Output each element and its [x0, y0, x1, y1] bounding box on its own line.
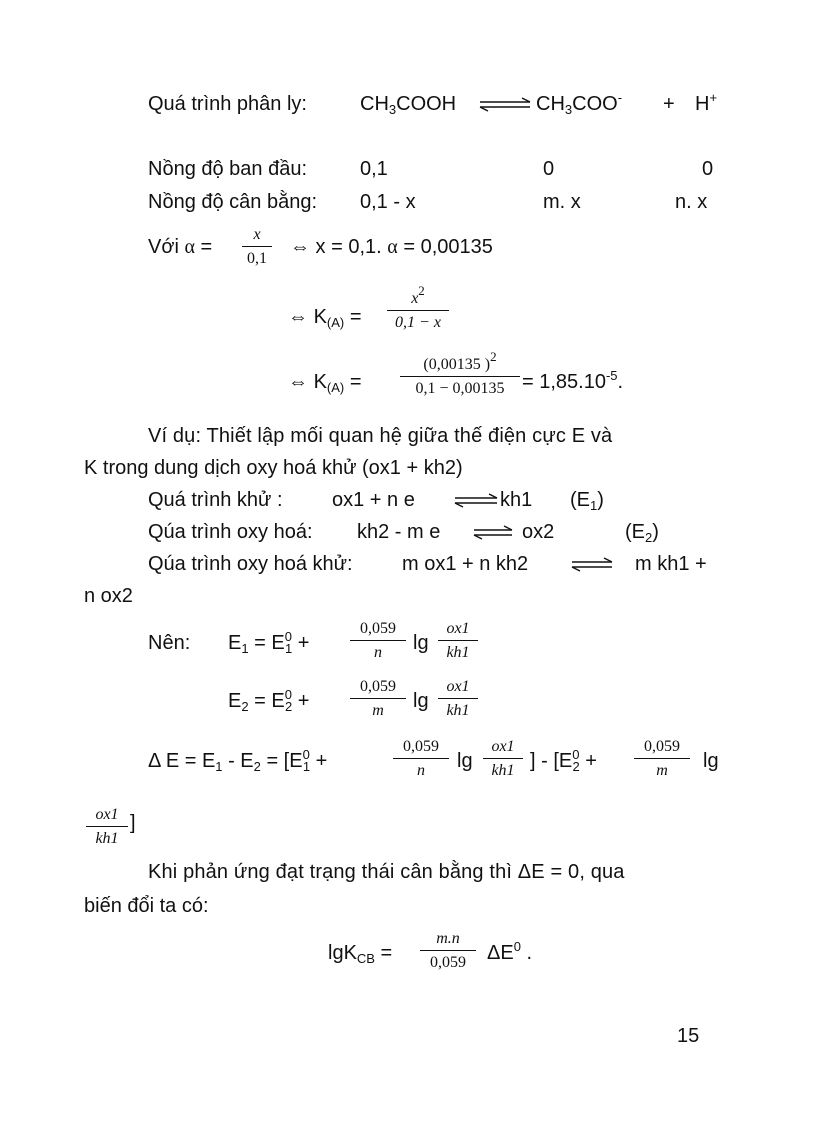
- ka-value-fraction: $\frac{(0,00135 )^2}{0,1 - 0,00135}$: [400, 356, 520, 398]
- dissociation-reactant: $CH_3COOH$: [360, 93, 457, 117]
- delta-e-lg-2: lg: [703, 750, 719, 772]
- nernst-e2-ratio: $\frac{ox1}{kh1}$: [438, 678, 478, 720]
- dissociation-plus: +: [663, 93, 675, 115]
- dissociation-label: Quá trình phân ly:: [148, 93, 307, 115]
- nernst-e1-lg: lg: [413, 632, 429, 654]
- delta-e-coefficient-m: $\frac{0,059}{m}$: [634, 738, 690, 780]
- delta-e-lhs: Δ $E = E_1 - E_2 = [E^0_1$ +: [148, 747, 328, 774]
- initial-label: Nồng độ ban đầu:: [148, 158, 308, 180]
- nernst-e2-lhs: $E_2 = E^0_2$ +: [228, 687, 310, 714]
- reduction-label: Quá trình khử :: [148, 489, 283, 511]
- nernst-e2-lg: lg: [413, 690, 429, 712]
- equilibrium-value: n. x: [675, 191, 708, 213]
- delta-e-lg-1: lg: [457, 750, 473, 772]
- lgk-rhs: $\Delta E^0$ .: [487, 939, 533, 964]
- equilibrium-value: m. x: [543, 191, 581, 213]
- redox-continuation: n ox2: [84, 585, 133, 607]
- redox-left: m ox1 + n kh2: [402, 553, 529, 575]
- equilibrium-arrow-icon: [478, 96, 532, 112]
- redox-label: Qúa trình oxy hoá khử:: [148, 553, 353, 575]
- delta-e-middle: ] - [$E^0_2$ +: [530, 747, 597, 774]
- example-line-2: K trong dung dịch oxy hoá khử (ox1 + kh2): [84, 457, 463, 479]
- nernst-e2-coefficient: $\frac{0,059}{m}$: [350, 678, 406, 720]
- equilibrium-label: Nồng độ cân bằng:: [148, 191, 318, 213]
- redox-right: m kh1 +: [635, 553, 707, 575]
- equilibrium-value: 0,1 - x: [360, 191, 416, 213]
- dissociation-product2: H+: [695, 90, 718, 115]
- equilibrium-arrow-icon: [570, 556, 614, 572]
- initial-value: 0: [543, 158, 555, 180]
- ka-general-fraction: $\frac{x^2}{0,1 - x}$: [387, 290, 449, 332]
- nernst-prefix: Nên:: [148, 632, 191, 654]
- reduction-right: kh1: [500, 489, 533, 511]
- equilibrium-line-1: Khi phản ứng đạt trạng thái cân bằng thì ΔE = 0, qua: [148, 861, 625, 883]
- lgk-lhs: lgK$_{CB}$ =: [328, 942, 393, 966]
- alpha-definition: Với α =: [148, 236, 213, 258]
- equilibrium-line-2: biến đổi ta có:: [84, 895, 209, 917]
- ka-general-lhs: ⇔ $K_{(A)}$ =: [288, 306, 362, 330]
- equilibrium-arrow-icon: [472, 524, 514, 540]
- alpha-symbol: α: [184, 236, 195, 258]
- initial-value: 0,1: [360, 158, 388, 180]
- delta-e-ratio-1: $\frac{ox1}{kh1}$: [483, 738, 523, 780]
- delta-e-close: ]: [130, 812, 136, 834]
- alpha-fraction: $\frac{x}{0,1}$: [242, 226, 272, 268]
- delta-e-coefficient-n: $\frac{0,059}{n}$: [393, 738, 449, 780]
- page-number: 15: [677, 1025, 700, 1047]
- oxidation-left: kh2 - m e: [357, 521, 441, 543]
- equilibrium-arrow-icon: [453, 492, 499, 508]
- dissociation-line: [148, 92, 307, 116]
- delta-e-ratio-2: $\frac{ox1}{kh1}$: [86, 806, 128, 848]
- example-line-1: Ví dụ: Thiết lập mối quan hệ giữa thế điện cực E và: [148, 425, 613, 447]
- lgk-fraction: $\frac{m.n}{0,059}$: [420, 930, 476, 972]
- dissociation-product1: $CH_3COO^-$: [536, 90, 623, 117]
- ka-value-result: = $1,85.10^{-5}$.: [522, 368, 624, 393]
- reduction-left: ox1 + n e: [332, 489, 415, 511]
- nernst-e1-coefficient: $\frac{0,059}{n}$: [350, 620, 406, 662]
- oxidation-right: ox2: [522, 521, 555, 543]
- alpha-value-line: ⇔ x = 0,1. α = 0,00135: [290, 236, 493, 258]
- oxidation-label: Qúa trình oxy hoá:: [148, 521, 313, 543]
- nernst-e1-lhs: $E_1 = E^0_1$ +: [228, 629, 310, 656]
- reduction-tag: $(E_1)$: [570, 489, 604, 513]
- nernst-e1-ratio: $\frac{ox1}{kh1}$: [438, 620, 478, 662]
- oxidation-tag: $(E_2)$: [625, 521, 659, 545]
- ka-value-lhs: ⇔ $K_{(A)}$ =: [288, 371, 362, 395]
- initial-value: 0: [702, 158, 714, 180]
